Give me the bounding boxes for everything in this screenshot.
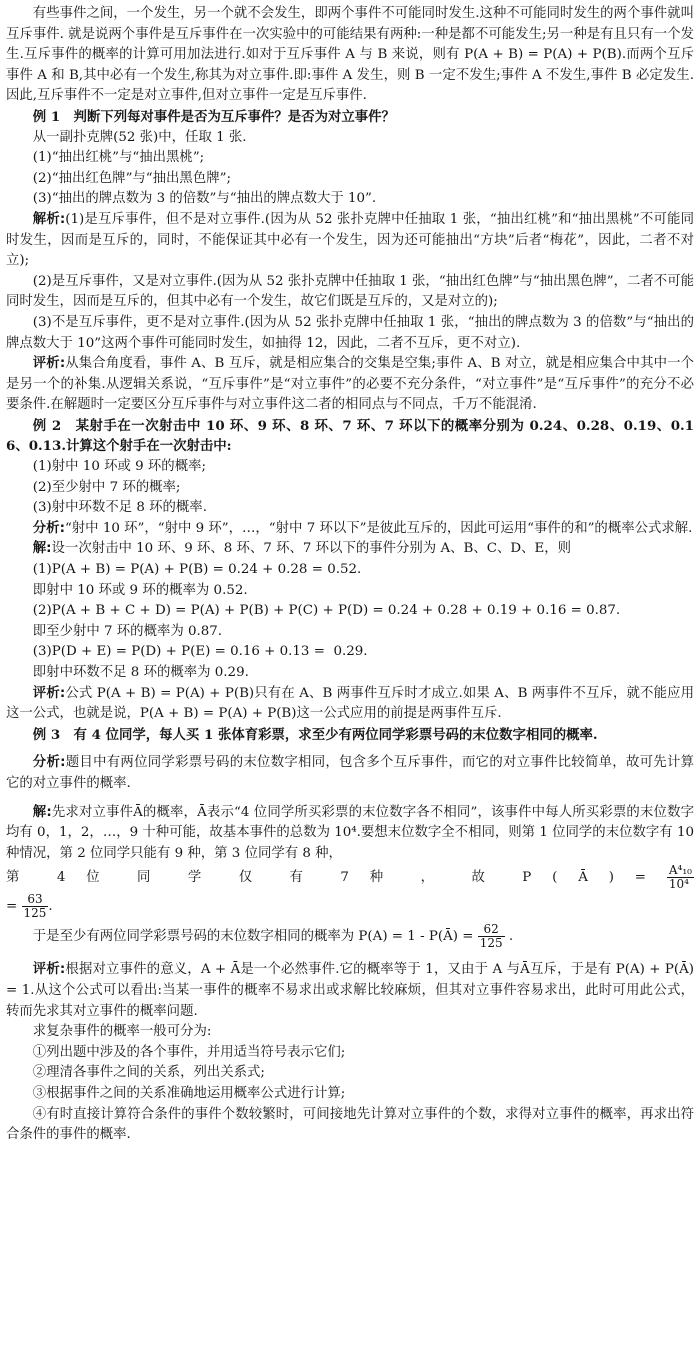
- example-2-solution-head: [6, 539, 694, 560]
- example-2-question: (1)射中 10 环或 9 环的概率;: [32, 459, 206, 475]
- example-1-line: (3)“抽出的牌点数为 3 的倍数”与“抽出的牌点数大于 10”.: [32, 191, 377, 207]
- review-label: 评析:: [32, 962, 66, 978]
- example-3-review: [6, 960, 699, 1022]
- solution-label: 解:: [32, 804, 52, 820]
- fraction-denominator: 10⁴: [667, 877, 694, 891]
- conclusion-text: 于是至少有两位同学彩票号码的末位数字相同的概率为 P(A) = 1 - P(Ā) =: [32, 929, 474, 945]
- solution-text: 设一次射击中 10 环、9 环、8 环、7 环、7 环以下的事件分别为 A、B、C、D、E，则: [51, 541, 572, 557]
- example-1-line: 从一副扑克牌(52 张)中，任取 1 张.: [32, 129, 247, 145]
- review-label: 评析:: [32, 356, 66, 372]
- example-3-formula-line: [6, 864, 694, 892]
- summary-item: ②理清各事件之间的关系，列出关系式;: [32, 1065, 265, 1081]
- example-3-analysis: [6, 753, 694, 794]
- fraction-denominator: 125: [479, 936, 503, 951]
- review-text: 公式 P(A + B) = P(A) + P(B)只有在 A、B 两事件互斥时才成立.如果 A、B 两事件不互斥，就不能应用这一公式，也就是说，P(A + B) = P(A) + P(B)这一公式应用的前提是两事件互斥.: [6, 685, 694, 722]
- example-3-title: 例 3 有 4 位同学，每人买 1 张体育彩票，求至少有两位同学彩票号码的末位数字相同的概率.: [32, 726, 598, 743]
- intro-paragraph: 有些事件之间，一个发生，另一个就不会发生，即两个事件不可能同时发生.这种不可能同时发生的两个事件就叫互斥事件. 就是说两个事件是互斥事件在一次实验中的可能结果有两种:一种是都不可能发生;另一种是有且只有一个发生.互斥事件的概率的计算可用加法进行.如对于互斥事件 A 与 B 来说，则有 P(A + B) = P(A) + P(B).而两个互斥事件 A 和 B,其中必有一个发生,称其为对立事件.即:事件 A 发生，则 B 一定不发生;事件 A 不发生,事件 B 必定发生.因此,互斥事件不一定是对立事件,但对立事件一定是互斥事件.: [6, 6, 694, 104]
- fraction-arrangement: [667, 864, 694, 891]
- example-2-step: 即射中 10 环或 9 环的概率为 0.52.: [32, 582, 248, 598]
- analysis-text: 题目中有两位同学彩票号码的末位数字相同，包含多个互斥事件，而它的对立事件比较简单，故可先计算它的对立事件的概率.: [6, 755, 694, 791]
- example-2-review: [6, 684, 694, 725]
- example-1-line: (2)“抽出红色牌”与“抽出黑色牌”;: [32, 170, 231, 186]
- solution-label: 解:: [32, 541, 52, 557]
- example-2-step: (1)P(A + B) = P(A) + P(B) = 0.24 + 0.28 = 0.52.: [32, 562, 362, 578]
- fraction-numerator: 62: [483, 922, 499, 937]
- example-2-question: (2)至少射中 7 环的概率;: [32, 479, 181, 495]
- example-1-title: 例 1 判断下列每对事件是否为互斥事件？是否为对立事件？: [32, 108, 395, 125]
- fraction-denominator: 125: [23, 906, 47, 921]
- solution-text: 先求对立事件Ā的概率，Ā表示“4 位同学所买彩票的末位数字各不相同”，该事件中每人所买彩票的末位数字均有 0，1，2，…，9 十种可能，故基本事件的总数为 10⁴.要想末位数字全不相同，则第 1 位同学的末位数字有 10 种情况，第 2 位同学只能有 9 种，第 3 位同学有 8 种，: [6, 804, 699, 861]
- example-2-step: 即至少射中 7 环的概率为 0.87.: [32, 623, 223, 639]
- example-2-analysis: [6, 519, 694, 540]
- review-text: 从集合角度看，事件 A、B 互斥，就是相应集合的交集是空集;事件 A、B 对立，就是相应集合中其中一个是另一个的补集.从逻辑关系说，“互斥事件”是“对立事件”的必要不充分条件，“对立事件”是“互斥事件”的充分不必要条件.在解题时一定要区分互斥事件与对立事件这二者的相同点与不同点，千万不能混淆.: [6, 356, 694, 413]
- analysis-label: 分析:: [32, 520, 65, 536]
- fraction-result: [22, 893, 49, 920]
- review-text: 根据对立事件的意义，A + Ā是一个必然事件.它的概率等于 1，又由于 A 与Ā互斥，于是有 P(A) + P(Ā) = 1.从这个公式可以看出:当某一事件的概率不易求出或求解比较麻烦，但其对立事件容易求出，此时可用此公式，转而先求其对立事件的概率问题.: [6, 962, 699, 1019]
- solution-label: 解析:: [32, 211, 66, 227]
- fraction-numerator: A⁴₁₀: [668, 863, 692, 878]
- example-1-review: [6, 354, 694, 416]
- example-3-conclusion: [6, 922, 694, 952]
- period: .: [48, 899, 53, 915]
- summary-item: ③根据事件之间的关系准确地运用概率公式进行计算;: [32, 1085, 346, 1101]
- example-2-question: (3)射中环数不足 8 环的概率.: [32, 500, 207, 516]
- summary-item: ④有时直接计算符合条件的事件个数较繁时，可间接地先计算对立事件的个数，求得对立事件的概率，再求出符合条件的事件的概率.: [6, 1106, 694, 1143]
- example-2-step: (3)P(D + E) = P(D) + P(E) = 0.16 + 0.13 = 0.29.: [32, 644, 368, 660]
- example-3-solution: [6, 803, 699, 865]
- analysis-text: “射中 10 环”，“射中 9 环”，…，“射中 7 环以下”是彼此互斥的，因此可运用“事件的和”的概率公式求解.: [64, 520, 693, 536]
- example-2-title: 例 2 某射手在一次射击中 10 环、9 环、8 环、7 环、7 环以下的概率分别为 0.24、0.28、0.19、0.16、0.13.计算这个射手在一次射击中:: [6, 417, 694, 455]
- formula-lead-text: 第 4 位 同 学 仅 有 7 种 ， 故 P ( Ā ) =: [6, 870, 647, 886]
- analysis-label: 分析:: [32, 755, 66, 771]
- fraction-numerator: 63: [27, 892, 43, 907]
- review-label: 评析:: [32, 685, 66, 701]
- example-1-solution-3: (3)不是互斥事件，更不是对立事件.(因为从 52 张扑克牌中任抽取 1 张，“抽出的牌点数为 3 的倍数”与“抽出的牌点数大于 10”这两个事件可能同时发生，如抽得 12，因此，二者不互斥，更不对立).: [6, 314, 694, 351]
- equals-sign: =: [6, 899, 18, 915]
- example-1-line: (1)“抽出红桃”与“抽出黑桃”;: [32, 150, 205, 166]
- period: .: [504, 929, 514, 945]
- example-2-step: 即射中环数不足 8 环的概率为 0.29.: [32, 665, 249, 680]
- fraction-answer: [478, 923, 505, 950]
- solution-text: (1)是互斥事件，但不是对立事件.(因为从 52 张扑克牌中任抽取 1 张，“抽出红桃”和“抽出黑桃”不可能同时发生，因而是互斥的，同时，不能保证其中必有一个发生，因为还可能抽出“方块”后者“梅花”，因此，二者不对立);: [6, 211, 694, 269]
- example-2-step: (2)P(A + B + C + D) = P(A) + P(B) + P(C) + P(D) = 0.24 + 0.28 + 0.19 + 0.16 = 0.87.: [32, 603, 621, 619]
- example-1-solution-1: [6, 210, 694, 272]
- summary-title: 求复杂事件的概率一般可分为:: [32, 1024, 212, 1040]
- example-3-result-line: [6, 892, 694, 922]
- example-1-solution-2: (2)是互斥事件，又是对立事件.(因为从 52 张扑克牌中任抽取 1 张，“抽出红色牌”与“抽出黑色牌”，二者不可能同时发生，因而是互斥的，但其中必有一个发生，故它们既是互斥的，又是对立的);: [6, 273, 694, 310]
- summary-item: ①列出题中涉及的各个事件，并用适当符号表示它们;: [32, 1044, 346, 1060]
